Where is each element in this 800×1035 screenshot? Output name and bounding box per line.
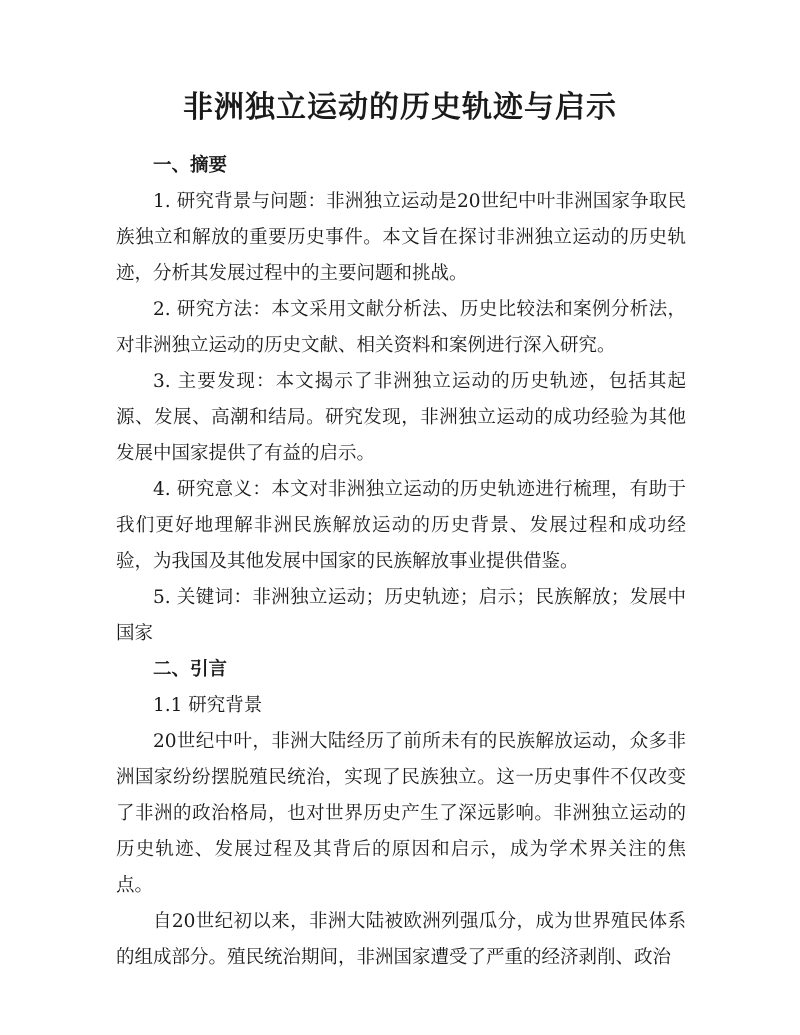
section-heading-abstract: 一、摘要 bbox=[153, 155, 228, 176]
document-title: 非洲独立运动的历史轨迹与启示 bbox=[183, 90, 617, 125]
subsection-heading-background: 1.1 研究背景 bbox=[153, 695, 263, 716]
abstract-paragraph-findings: 3. 主要发现：本文揭示了非洲独立运动的历史轨迹，包括其起源、发展、高潮和结局。研究发现，非洲独立运动的成功经验为其他发展中国家提供了有益的启示。 bbox=[116, 371, 686, 464]
abstract-paragraph-methods: 2. 研究方法：本文采用文献分析法、历史比较法和案例分析法，对非洲独立运动的历史文献、相关资料和案例进行深入研究。 bbox=[116, 299, 686, 356]
introduction-paragraph-1: 20世纪中叶，非洲大陆经历了前所未有的民族解放运动，众多非洲国家纷纷摆脱殖民统治，实现了民族独立。这一历史事件不仅改变了非洲的政治格局，也对世界历史产生了深远影响。非洲独立运动的历史轨迹、发展过程及其背后的原因和启示，成为学术界关注的焦点。 bbox=[116, 731, 686, 896]
introduction-paragraph-2: 自20世纪初以来，非洲大陆被欧洲列强瓜分，成为世界殖民体系的组成部分。殖民统治期间，非洲国家遭受了严重的经济剥削、政治 bbox=[116, 911, 686, 968]
abstract-paragraph-keywords: 5. 关键词：非洲独立运动；历史轨迹；启示；民族解放；发展中国家 bbox=[116, 587, 686, 644]
document-body bbox=[116, 148, 686, 976]
abstract-paragraph-background: 1. 研究背景与问题：非洲独立运动是20世纪中叶非洲国家争取民族独立和解放的重要历史事件。本文旨在探讨非洲独立运动的历史轨迹，分析其发展过程中的主要问题和挑战。 bbox=[116, 191, 686, 284]
abstract-paragraph-significance: 4. 研究意义：本文对非洲独立运动的历史轨迹进行梳理，有助于我们更好地理解非洲民族解放运动的历史背景、发展过程和成功经验，为我国及其他发展中国家的民族解放事业提供借鉴。 bbox=[116, 479, 686, 572]
section-heading-introduction: 二、引言 bbox=[153, 659, 228, 680]
